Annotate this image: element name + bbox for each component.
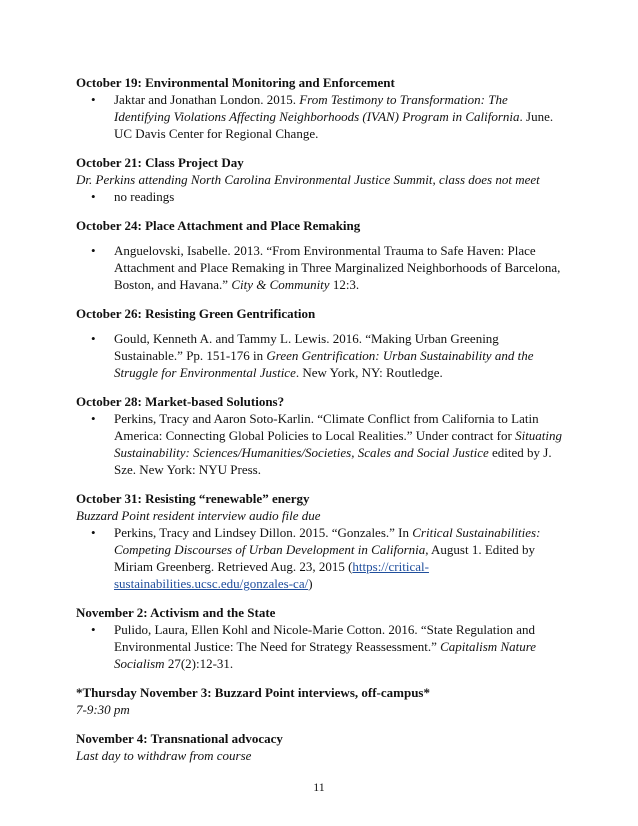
citation-text: Pulido, Laura, Ellen Kohl and Nicole-Marie Cotton. 2016. “State Regulation and Environmental Justice: The Need for Strategy Reassessment.” xyxy=(114,622,535,654)
schedule-sections xyxy=(76,74,566,764)
citation-text: Gould, Kenneth A. and Tammy L. Lewis. 2016. “Making Urban Greening Sustainable.” Pp. 151-176 in xyxy=(114,331,499,363)
citation-text: edited by J. Sze. New York: NYU Press. xyxy=(114,445,552,477)
bullet-icon: • xyxy=(91,92,96,107)
citation-text: Jaktar and Jonathan London. 2015. xyxy=(114,92,300,107)
schedule-section xyxy=(76,604,566,672)
schedule-section xyxy=(76,684,566,718)
syllabus-page xyxy=(76,74,566,776)
section-note: 7-9:30 pm xyxy=(76,702,130,717)
citation-title: City & Community xyxy=(231,277,330,292)
schedule-section xyxy=(76,74,566,142)
schedule-section xyxy=(76,490,566,592)
reading-item xyxy=(76,524,566,592)
reading-list xyxy=(76,524,566,592)
section-heading: *Thursday November 3: Buzzard Point interviews, off-campus* xyxy=(76,685,430,700)
citation-title: From Testimony to Transformation: The Identifying Violations Affecting Neighborhoods (IVAN) Program in California xyxy=(114,92,520,124)
section-note: Buzzard Point resident interview audio file due xyxy=(76,508,321,523)
citation-title: Critical Sustainabilities: Competing Discourses of Urban Development in California xyxy=(114,525,541,557)
section-heading: October 24: Place Attachment and Place Remaking xyxy=(76,218,361,233)
section-heading: November 4: Transnational advocacy xyxy=(76,731,283,746)
bullet-icon: • xyxy=(91,622,96,637)
section-heading: October 19: Environmental Monitoring and Enforcement xyxy=(76,75,395,90)
citation-text: no readings xyxy=(114,189,175,204)
reading-list xyxy=(76,621,566,672)
citation-text: Anguelovski, Isabelle. 2013. “From Environmental Trauma to Safe Haven: Place Attachment and Place Remaking in Three Marginalized Neighborhoods of Barcelona, Boston, and Havana.” xyxy=(114,243,561,292)
citation-text: 12:3. xyxy=(329,277,360,292)
bullet-icon: • xyxy=(91,243,96,258)
section-note: Dr. Perkins attending North Carolina Environmental Justice Summit, class does not meet xyxy=(76,172,540,187)
schedule-section xyxy=(76,393,566,478)
section-heading: October 26: Resisting Green Gentrification xyxy=(76,306,316,321)
citation-title: Capitalism Nature Socialism xyxy=(114,639,537,671)
reading-item xyxy=(76,242,566,293)
reading-list xyxy=(76,410,566,478)
bullet-icon: • xyxy=(91,525,96,540)
schedule-section xyxy=(76,305,566,381)
reading-item xyxy=(76,621,566,672)
section-heading: November 2: Activism and the State xyxy=(76,605,276,620)
section-heading: October 31: Resisting “renewable” energy xyxy=(76,491,310,506)
citation-text: Perkins, Tracy and Lindsey Dillon. 2015. “Gonzales.” In xyxy=(114,525,413,540)
citation-text: Perkins, Tracy and Aaron Soto-Karlin. “Climate Conflict from California to Latin America: Connecting Global Policies to Local Realities.” Under contract for xyxy=(114,411,539,443)
bullet-icon: • xyxy=(91,411,96,426)
section-heading: October 28: Market-based Solutions? xyxy=(76,394,285,409)
citation-text: 27(2):12-31. xyxy=(164,656,234,671)
reading-list xyxy=(76,242,566,293)
citation-title: Green Gentrification: Urban Sustainability and the Struggle for Environmental Justice xyxy=(114,348,534,380)
reading-item xyxy=(76,91,566,142)
citation-text: , August 1. Edited by Miriam Greenberg. Retrieved Aug. 23, 2015 ( xyxy=(114,542,536,574)
section-note: Last day to withdraw from course xyxy=(76,748,252,763)
citation-text: ) xyxy=(308,576,313,591)
citation-link[interactable]: https://critical-sustainabilities.ucsc.edu/gonzales-ca/ xyxy=(114,559,429,591)
citation-title: Situating Sustainability: Sciences/Humanities/Societies, Scales and Social Justice xyxy=(114,428,563,460)
section-heading: October 21: Class Project Day xyxy=(76,155,244,170)
page-number: 11 xyxy=(313,780,325,794)
schedule-section xyxy=(76,730,566,764)
schedule-section xyxy=(76,217,566,293)
reading-list xyxy=(76,188,566,205)
reading-list xyxy=(76,330,566,381)
bullet-icon: • xyxy=(91,189,96,204)
schedule-section xyxy=(76,154,566,205)
citation-text: . New York, NY: Routledge. xyxy=(295,365,443,380)
reading-list xyxy=(76,91,566,142)
bullet-icon: • xyxy=(91,331,96,346)
reading-item xyxy=(76,188,566,205)
reading-item xyxy=(76,330,566,381)
citation-text: . June. UC Davis Center for Regional Change. xyxy=(114,109,554,141)
reading-item xyxy=(76,410,566,478)
